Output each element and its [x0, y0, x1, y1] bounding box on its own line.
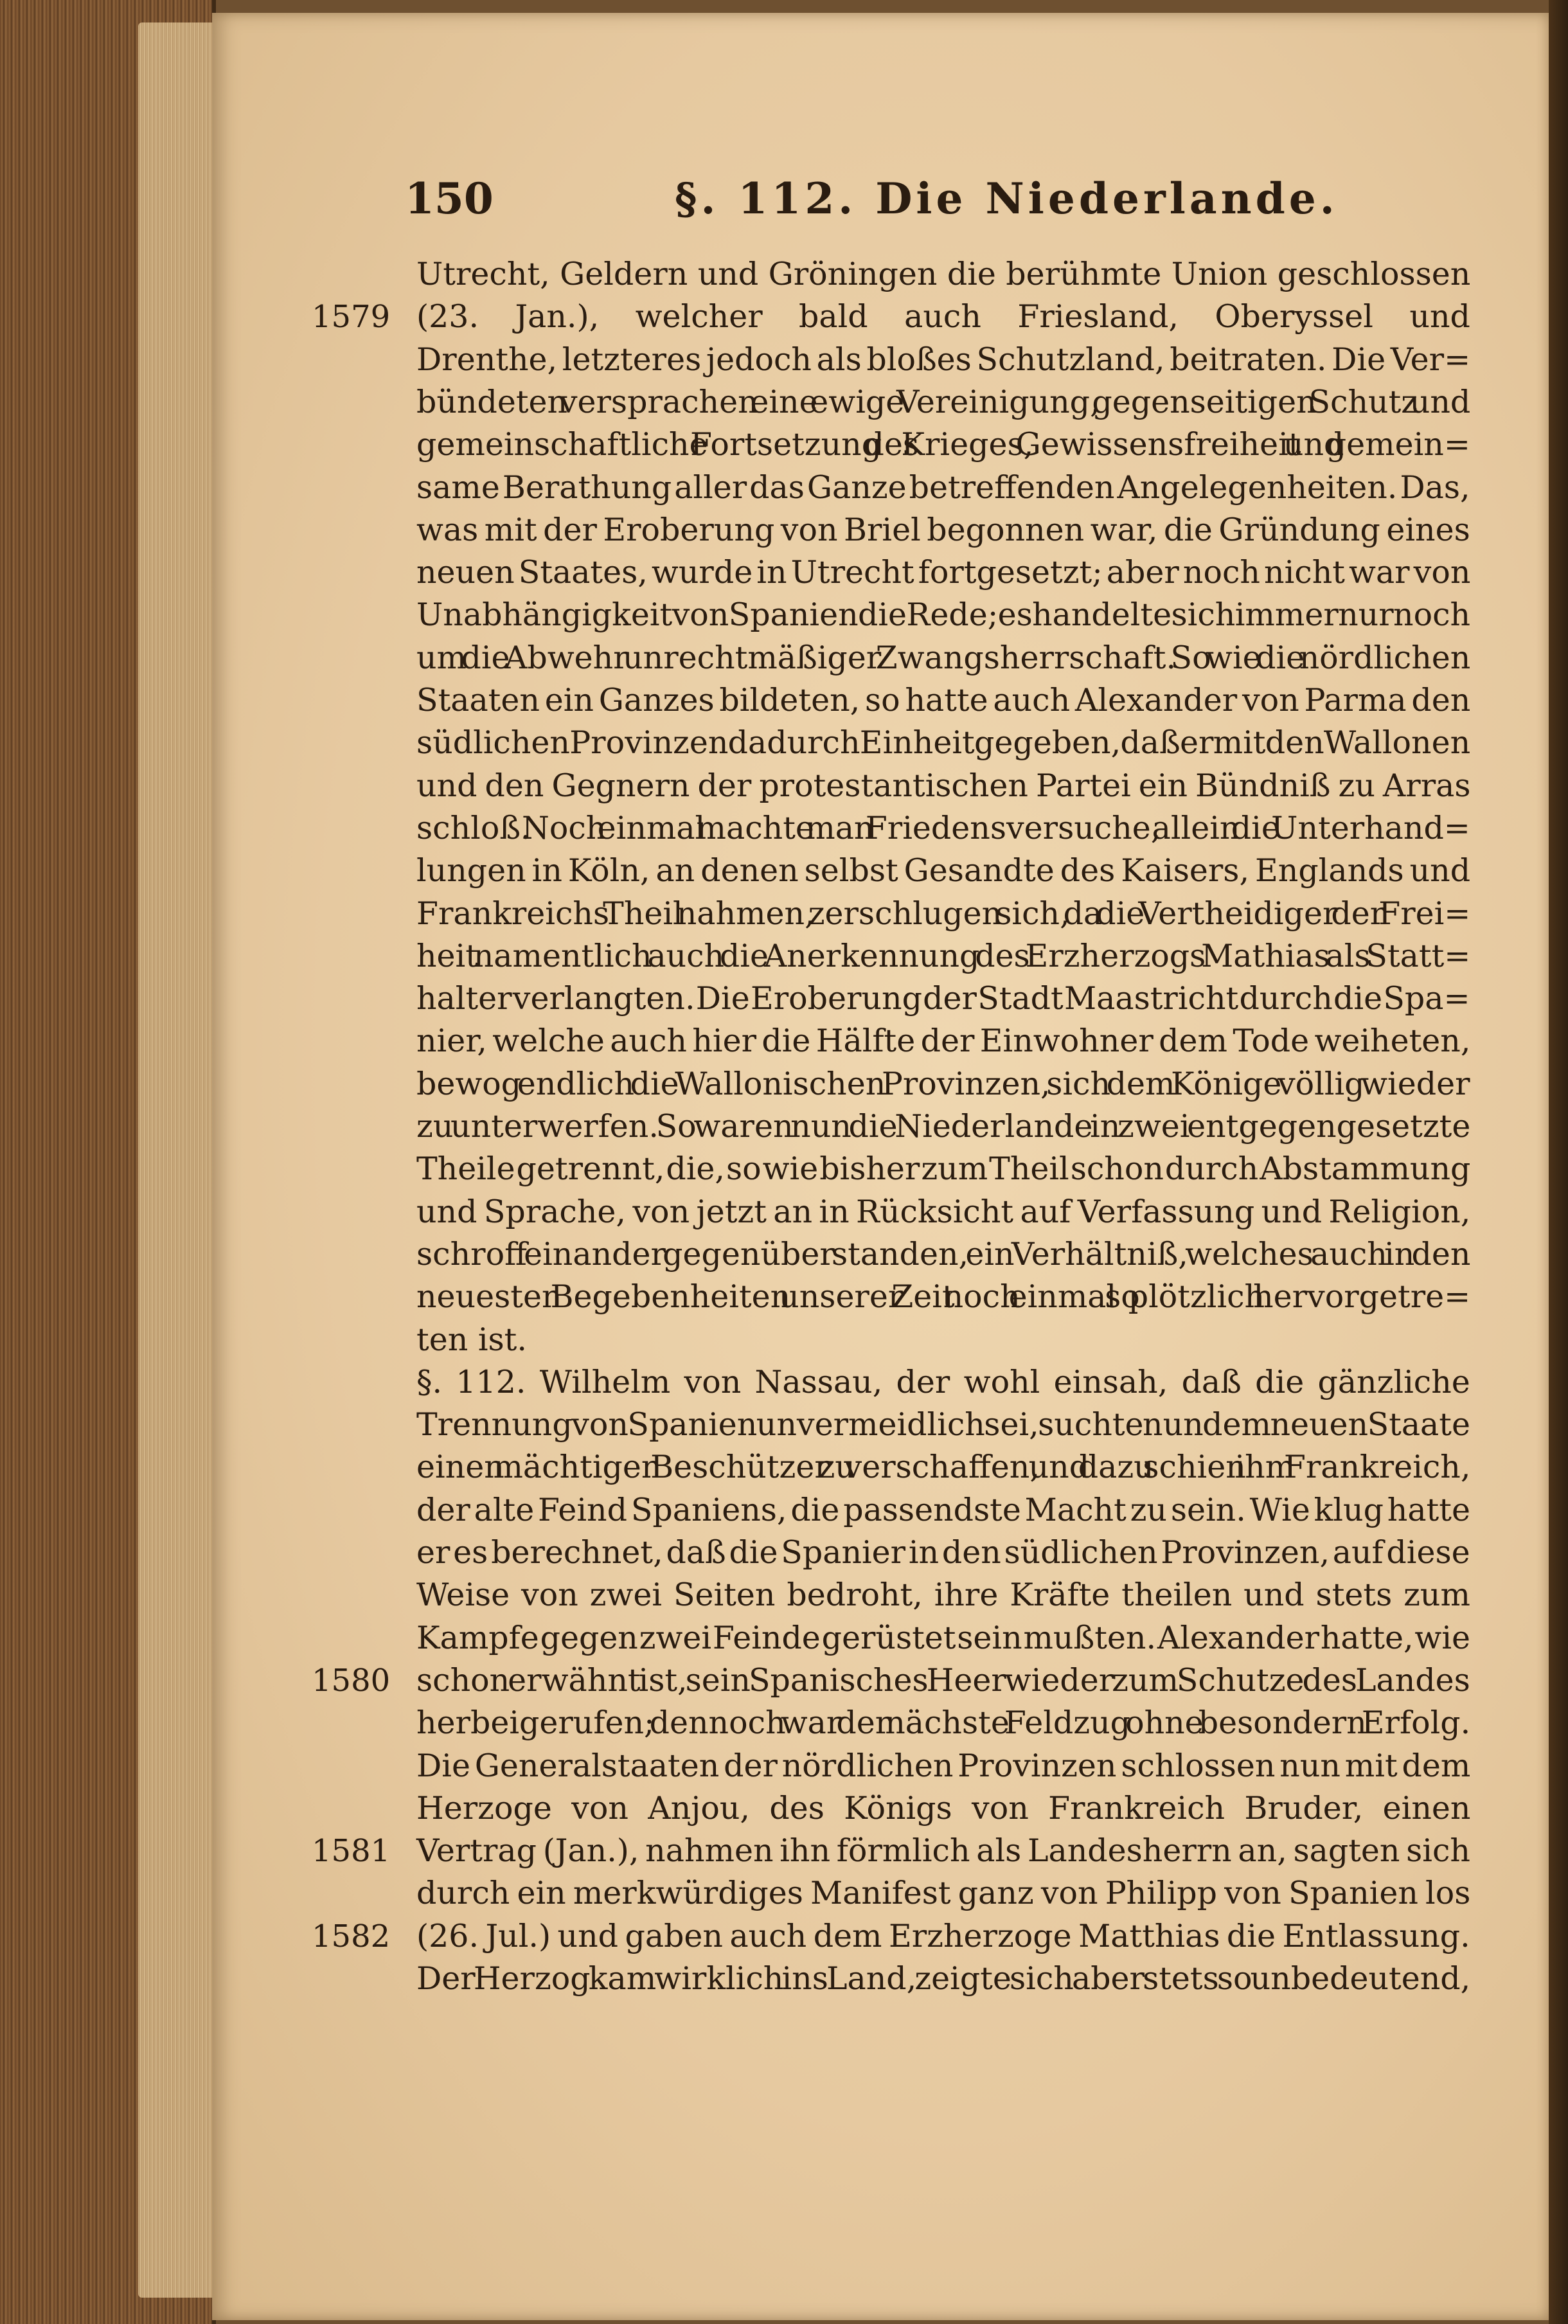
- text-line: Theile getrennt, die, so wie bisher zum Theil schon durch Abstammung: [416, 1150, 1471, 1188]
- text-line: Frankreichs Theil nahmen, zerschlugen sich, da die Vertheidiger der Frei=: [416, 895, 1471, 932]
- text-line: der alte Feind Spaniens, die passendste Macht zu sein. Wie klug hatte: [416, 1491, 1470, 1528]
- section-header: §. 112. Die Niederlande.: [675, 174, 1339, 224]
- text-line: neuesten Begebenheiten unserer Zeit noch einmal so plötzlich hervorgetre=: [416, 1278, 1471, 1316]
- text-line: um die Abwehr unrechtmäßiger Zwangsherrschaft. So wie die nördlichen: [416, 639, 1471, 676]
- text-line: schon erwähnt ist, sein Spanisches Heer wieder zum Schutze des Landes: [416, 1661, 1470, 1699]
- text-line: heit namentlich auch die Anerkennung des Erzherzogs Mathias als Statt=: [416, 937, 1471, 974]
- text-line: einen mächtigen Beschützer zu verschaffen, und dazu schien ihm Frankreich,: [416, 1449, 1471, 1486]
- text-line: schroff einander gegenüber standen, ein Verhältniß, welches auch in den: [416, 1235, 1471, 1273]
- text-line: lungen in Köln, an denen selbst Gesandte des Kaisers, Englands und: [416, 852, 1471, 889]
- text-line: ten ist.: [416, 1321, 527, 1358]
- text-line: Der Herzog kam wirklich ins Land, zeigte sich aber stets so unbedeutend,: [416, 1960, 1471, 1997]
- text-line: halter verlangten. Die Eroberung der Stadt Maastricht durch die Spa=: [416, 980, 1470, 1017]
- text-line: (26. Jul.) und gaben auch dem Erzherzoge Matthias die Entlassung.: [416, 1917, 1470, 1954]
- text-line: und Sprache, von jetzt an in Rücksicht auf Verfassung und Religion,: [416, 1193, 1471, 1230]
- page-number: 150: [405, 174, 494, 224]
- running-head: [405, 168, 1446, 239]
- page-edges: [138, 22, 215, 2298]
- text-line: bewog endlich die Wallonischen Provinzen, sich dem Könige völlig wieder: [416, 1065, 1470, 1102]
- text-line: Unabhängigkeit von Spanien die Rede; es handelte sich immer nur noch: [416, 596, 1471, 634]
- text-line: herbeigerufen; dennoch war der nächste Feldzug ohne besondern Erfolg.: [416, 1704, 1471, 1742]
- facing-page-edge: [1549, 0, 1568, 2324]
- text-line: Trennung von Spanien unvermeidlich sei, suchte nun dem neuen Staate: [416, 1406, 1470, 1444]
- text-line: Weise von zwei Seiten bedroht, ihre Kräfte theilen und stets zum: [416, 1577, 1470, 1614]
- text-line: bündeten versprachen eine ewige Vereinigung, gegenseitigen Schutz und: [416, 383, 1471, 420]
- text-line: durch ein merkwürdiges Manifest ganz von Philipp von Spanien los: [416, 1875, 1471, 1912]
- text-line: (23. Jan.), welcher bald auch Friesland, Oberyssel und: [416, 298, 1470, 335]
- text-line: Utrecht, Geldern und Gröningen die berühmte Union geschlossen: [416, 256, 1471, 292]
- text-line: was mit der Eroberung von Briel begonnen war, die Gründung eines: [416, 511, 1470, 548]
- text-line: südlichen Provinzen dadurch Einheit gegeben, daß er mit den Wallonen: [416, 724, 1471, 762]
- text-line: §. 112. Wilhelm von Nassau, der wohl einsah, daß die gänzliche: [416, 1363, 1470, 1400]
- margin-year: 1579: [312, 299, 391, 335]
- margin-year: 1581: [312, 1833, 391, 1870]
- text-line: gemeinschaftliche Fortsetzung des Krieges, Gewissensfreiheit und gemein=: [416, 426, 1470, 463]
- margin-year: 1580: [312, 1662, 391, 1699]
- text-line: nier, welche auch hier die Hälfte der Einwohner dem Tode weiheten,: [416, 1023, 1471, 1060]
- margin-year: 1582: [312, 1918, 391, 1954]
- text-line: neuen Staates, wurde in Utrecht fortgesetzt; aber noch nicht war von: [416, 554, 1471, 591]
- text-line: Herzoge von Anjou, des Königs von Frankreich Bruder, einen: [416, 1789, 1471, 1827]
- text-line: Staaten ein Ganzes bildeten, so hatte auch Alexander von Parma den: [416, 682, 1471, 719]
- text-line: Drenthe, letzteres jedoch als bloßes Schutzland, beitraten. Die Ver=: [416, 341, 1471, 378]
- text-line: Kampfe gegen zwei Feinde gerüstet sein mußten. Alexander hatte, wie: [416, 1619, 1470, 1656]
- text-line: schloß. Noch einmal machte man Friedensversuche, allein die Unterhand=: [416, 809, 1470, 846]
- text-line: er es berechnet, daß die Spanier in den südlichen Provinzen, auf diese: [416, 1534, 1470, 1571]
- text-line: und den Gegnern der protestantischen Partei ein Bündniß zu Arras: [416, 767, 1471, 804]
- text-line: Die Generalstaaten der nördlichen Provinzen schlossen nun mit dem: [416, 1747, 1471, 1784]
- text-line: zu unterwerfen. So waren nun die Niederlande in zwei entgegengesetzte: [416, 1108, 1471, 1145]
- text-line: Vertrag (Jan.), nahmen ihn förmlich als Landesherrn an, sagten sich: [416, 1832, 1470, 1870]
- text-line: same Berathung aller das Ganze betreffenden Angelegenheiten. Das,: [416, 469, 1470, 506]
